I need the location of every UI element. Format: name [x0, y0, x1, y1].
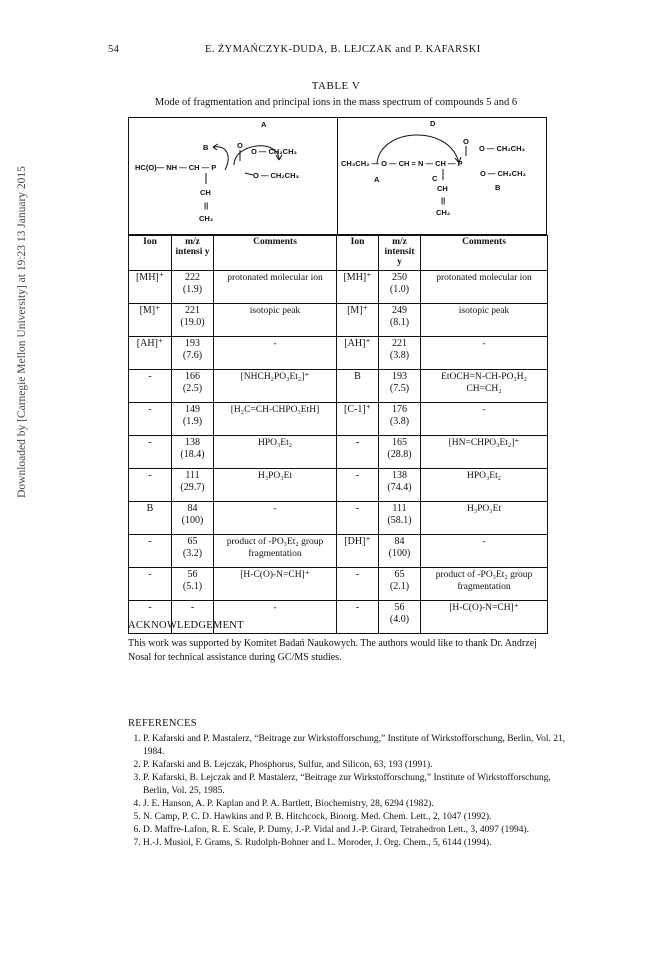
reference-item: 3. P. Kafarski, B. Lejczak and P. Mastalerz, “Beitrage zur Wirkstofforschung,” Institute of Wirkstofforschung, Berlin, Vol. 25, 1985.: [143, 772, 568, 798]
left-o-mid: O — CH₂CH₃: [251, 147, 297, 156]
col-header-comments-right: Comments: [421, 236, 548, 271]
cell-value: 65: [394, 569, 405, 580]
cell-mz-right: [379, 469, 421, 502]
cell-comment-right: [421, 304, 548, 337]
cell-mz-right: [379, 337, 421, 370]
cell-ion-left: [129, 469, 172, 502]
cell-ion-right: [337, 370, 379, 403]
cell-mz-left: [172, 568, 214, 601]
cell-mz-left: [172, 469, 214, 502]
cell-comment-right: [421, 601, 548, 634]
right-o-top: O: [463, 137, 469, 146]
cell-value: 193: [392, 371, 407, 382]
cell-value: 111: [185, 470, 200, 481]
cell-intensity: (18.4): [180, 449, 205, 460]
table-row: [129, 502, 548, 535]
cell-value: 84: [187, 503, 198, 514]
table-row: [129, 337, 548, 370]
cell-value: 221: [392, 338, 407, 349]
cell-mz-right: [379, 502, 421, 535]
cell-value: [C-1]⁺: [344, 404, 371, 415]
cell-intensity: (1.9): [182, 284, 203, 295]
table-row: [129, 304, 548, 337]
cell-mz-right: [379, 271, 421, 304]
cell-ion-left: [129, 271, 172, 304]
reference-item: 4. J. E. Hanson, A. P. Kaplan and P. A. Bartlett, Biochemistry, 28, 6294 (1982).: [143, 798, 568, 811]
cell-value: [DH]⁺: [344, 536, 371, 547]
cell-ion-left: [129, 337, 172, 370]
left-label-a: A: [261, 120, 267, 129]
cell-value: [MH]⁺: [135, 272, 165, 283]
left-vinyl-ch: CH: [200, 188, 211, 197]
reference-item: 1. P. Kafarski and P. Mastalerz, “Beitrage zur Wirkstofforschung,” Institute of Wirkstofforschung, Berlin, Vol. 21, 1984.: [143, 733, 568, 759]
table-title: TABLE V: [311, 80, 361, 92]
table-row: [129, 370, 548, 403]
cell-intensity: (5.1): [182, 581, 203, 592]
cell-value: -: [482, 537, 486, 547]
cell-mz-left: [172, 436, 214, 469]
cell-comment-left: [214, 337, 337, 370]
cell-ion-left: [129, 568, 172, 601]
right-vinyl-dbl: ||: [441, 196, 446, 205]
cell-intensity: (3.8): [389, 416, 410, 427]
cell-value: B: [354, 371, 361, 382]
cell-value: EtOCH=N-CH-PO₃H₂ CH=CH₂: [441, 372, 527, 394]
cell-ion-right: [337, 601, 379, 634]
cell-value: 193: [185, 338, 200, 349]
cell-value: -: [148, 404, 152, 415]
cell-ion-right: [337, 403, 379, 436]
cell-value: -: [273, 339, 277, 349]
cell-mz-right: [379, 568, 421, 601]
reference-item: 7. H.-J. Musiol, F. Grams, S. Rudolph-Bohner and L. Moroder, J. Org. Chem., 5, 6144 (1994).: [143, 837, 568, 850]
col-header-ion-right: Ion: [337, 236, 379, 271]
cell-value: 138: [185, 437, 200, 448]
structure-right: [341, 119, 526, 217]
cell-value: protonated molecular ion: [227, 273, 323, 283]
table-row: [129, 271, 548, 304]
cell-intensity: (100): [388, 548, 411, 559]
cell-value: 149: [185, 404, 200, 415]
cell-value: 176: [392, 404, 407, 415]
references-list: [128, 733, 568, 850]
right-label-a: A: [374, 175, 380, 184]
cell-mz-right: [379, 370, 421, 403]
left-formula-main: HC(O)— NH — CH — P: [135, 163, 217, 172]
cell-mz-left: [172, 403, 214, 436]
cell-intensity: (7.6): [182, 350, 203, 361]
cell-comment-left: [214, 469, 337, 502]
cell-value: [M]⁺: [347, 305, 368, 316]
cell-value: -: [482, 405, 486, 415]
right-label-d: D: [430, 119, 436, 128]
cell-value: isotopic peak: [458, 306, 510, 316]
cell-mz-right: [379, 403, 421, 436]
cell-value: H₃PO₃Et: [257, 471, 293, 481]
table-body: [129, 271, 548, 634]
acknowledgement-heading: ACKNOWLEDGEMENT: [128, 620, 244, 631]
cell-value: -: [273, 603, 277, 613]
cell-intensity: (3.8): [389, 350, 410, 361]
left-label-b: B: [203, 143, 209, 152]
cell-value: [H-C(O)-N=CH]⁺: [449, 603, 519, 613]
cell-ion-right: [337, 469, 379, 502]
cell-comment-right: [421, 535, 548, 568]
cell-ion-right: [337, 304, 379, 337]
left-o-bottom: O — CH₂CH₃: [253, 171, 299, 180]
cell-intensity: (1.0): [389, 284, 410, 295]
right-vinyl-ch: CH: [437, 184, 448, 193]
cell-intensity: (3.2): [182, 548, 203, 559]
cell-intensity: (1.9): [182, 416, 203, 427]
cell-ion-left: [129, 403, 172, 436]
cell-ion-right: [337, 337, 379, 370]
reference-item: 6. D. Maffre-Lafon, R. E. Scale, P. Dumy, J.-P. Vidal and J.-P. Girard, Tetrahedron Lett., 3, 4097 (1994).: [143, 824, 568, 837]
cell-comment-right: [421, 469, 548, 502]
left-vinyl-dbl: ||: [204, 201, 209, 210]
cell-mz-right: [379, 436, 421, 469]
col-header-ion-left: Ion: [129, 236, 172, 271]
cell-comment-right: [421, 436, 548, 469]
cell-value: [HN=CHPO₃Et₂]⁺: [448, 438, 520, 448]
cell-value: -: [148, 437, 152, 448]
cell-value: 138: [392, 470, 407, 481]
right-vinyl-ch2: CH₂: [436, 208, 451, 217]
cell-intensity: (2.1): [389, 581, 410, 592]
reference-item: 2. P. Kafarski and B. Lejczak, Phosphorus, Sulfur, and Silicon, 63, 193 (1991).: [143, 759, 568, 772]
cell-ion-right: [337, 502, 379, 535]
running-head-authors: E. ŻYMAŃCZYK-DUDA, B. LEJCZAK and P. KAFARSKI: [205, 44, 481, 55]
cell-mz-left: [172, 304, 214, 337]
cell-value: 222: [185, 272, 200, 283]
cell-comment-right: [421, 337, 548, 370]
cell-value: -: [355, 503, 360, 514]
cell-intensity: (28.8): [387, 449, 412, 460]
cell-value: 56: [187, 569, 198, 580]
table-row: [129, 568, 548, 601]
page-number: 54: [108, 44, 120, 55]
cell-ion-left: [129, 436, 172, 469]
cell-value: 65: [187, 536, 198, 547]
cell-intensity: (74.4): [387, 482, 412, 493]
table-header-row: [129, 236, 548, 271]
cell-value: [M]⁺: [139, 305, 161, 316]
right-formula-main: CH₃CH₂ — O — CH = N — CH — P: [341, 159, 463, 168]
fragmentation-structures-svg: [129, 118, 548, 236]
cell-mz-left: [172, 271, 214, 304]
cell-value: 166: [185, 371, 200, 382]
cell-ion-right: [337, 568, 379, 601]
cell-ion-left: [129, 502, 172, 535]
cell-value: HPO₃Et₂: [466, 471, 502, 481]
cell-comment-left: [214, 535, 337, 568]
cell-intensity: (8.1): [389, 317, 410, 328]
references-heading: REFERENCES: [128, 718, 197, 729]
cell-comment-left: [214, 304, 337, 337]
col-header-mz-left: m/z intensi y: [172, 236, 214, 271]
cell-comment-left: [214, 502, 337, 535]
right-o-bottom: O — CH₂CH₃: [480, 169, 526, 178]
cell-ion-left: [129, 535, 172, 568]
cell-comment-left: [214, 370, 337, 403]
cell-value: isotopic peak: [249, 306, 301, 316]
cell-ion-right: [337, 436, 379, 469]
cell-intensity: (58.1): [387, 515, 412, 526]
cell-comment-left: [214, 436, 337, 469]
cell-value: 249: [392, 305, 407, 316]
cell-value: 84: [394, 536, 405, 547]
cell-comment-right: [421, 403, 548, 436]
structure-panel: [128, 117, 547, 235]
cell-intensity: (19.0): [180, 317, 205, 328]
right-o-mid: O — CH₂CH₃: [479, 144, 525, 153]
cell-value: H₃PO₃Et: [466, 504, 502, 514]
table-row: [129, 469, 548, 502]
cell-comment-right: [421, 271, 548, 304]
cell-value: [NHCH₂PO₃Et₂]⁺: [240, 372, 310, 382]
cell-mz-right: [379, 304, 421, 337]
cell-mz-left: [172, 502, 214, 535]
right-label-c: C: [432, 174, 438, 183]
left-p-o-bond: [245, 173, 253, 175]
cell-value: -: [355, 470, 360, 481]
cell-mz-right: [379, 535, 421, 568]
cell-value: -: [355, 437, 360, 448]
cell-comment-left: [214, 568, 337, 601]
cell-value: 250: [392, 272, 407, 283]
cell-value: -: [355, 602, 360, 613]
cell-value: -: [148, 371, 152, 382]
col-header-mz-right: m/z intensit y: [379, 236, 421, 271]
download-watermark: Downloaded by [Carnegie Mellon University] at 19:23 13 January 2015: [16, 166, 28, 498]
cell-intensity: (2.5): [182, 383, 203, 394]
cell-value: protonated molecular ion: [436, 273, 532, 283]
structure-left: [135, 120, 299, 223]
left-vinyl-ch2: CH₂: [199, 214, 214, 223]
cell-value: -: [148, 470, 152, 481]
cell-value: -: [190, 602, 195, 613]
cell-value: [H₂C=CH-CHPO₃EtH]: [230, 405, 320, 415]
table-row: [129, 436, 548, 469]
cell-value: -: [148, 569, 152, 580]
cell-comment-left: [214, 403, 337, 436]
right-label-b: B: [495, 183, 501, 192]
col-header-comments-left: Comments: [214, 236, 337, 271]
cell-intensity: (100): [181, 515, 204, 526]
cell-comment-left: [214, 271, 337, 304]
cell-intensity: (7.5): [389, 383, 410, 394]
left-o-top: O: [237, 141, 243, 150]
acknowledgement-text: This work was supported by Komitet Badań Naukowych. The authors would like to thank Dr. Andrzej Nosal for technical assistance during GC/MS studies.: [128, 638, 537, 663]
cell-value: -: [355, 569, 360, 580]
cell-ion-right: [337, 535, 379, 568]
cell-value: B: [146, 503, 154, 514]
cell-ion-right: [337, 271, 379, 304]
table-caption: Mode of fragmentation and principal ions in the mass spectrum of compounds 5 and 6: [154, 97, 518, 108]
cell-value: -: [148, 536, 152, 547]
cell-value: product of -PO₃Et₂ group fragmentation: [226, 537, 324, 559]
cell-value: [MH]⁺: [343, 272, 372, 283]
cell-value: product of -PO₃Et₂ group fragmentation: [435, 570, 533, 592]
cell-value: 165: [392, 437, 407, 448]
cell-mz-left: [172, 535, 214, 568]
cell-intensity: (4.0): [389, 614, 410, 625]
cell-comment-right: [421, 568, 548, 601]
cell-value: [AH]⁺: [344, 338, 371, 349]
cell-mz-left: [172, 370, 214, 403]
cell-value: 111: [392, 503, 407, 514]
cell-ion-left: [129, 304, 172, 337]
cell-value: [H-C(O)-N=CH]⁺: [240, 570, 310, 580]
cell-value: 221: [185, 305, 200, 316]
cell-mz-left: [172, 337, 214, 370]
cell-ion-left: [129, 370, 172, 403]
cell-comment-right: [421, 502, 548, 535]
cell-value: -: [273, 504, 277, 514]
cell-value: HPO₃Et₂: [257, 438, 293, 448]
cell-value: 56: [394, 602, 405, 613]
table-row: [129, 403, 548, 436]
cell-mz-right: [379, 601, 421, 634]
cell-value: -: [482, 339, 486, 349]
cell-intensity: (29.7): [180, 482, 205, 493]
cell-value: -: [148, 602, 152, 613]
reference-item: 5. N. Camp, P. C. D. Hawkins and P. B. Hitchcock, Bioorg. Med. Chem. Lett., 2, 1047 (1992).: [143, 811, 568, 824]
fragmentation-table: [128, 235, 548, 634]
cell-comment-right: [421, 370, 548, 403]
table-row: [129, 535, 548, 568]
cell-value: [AH]⁺: [136, 338, 164, 349]
